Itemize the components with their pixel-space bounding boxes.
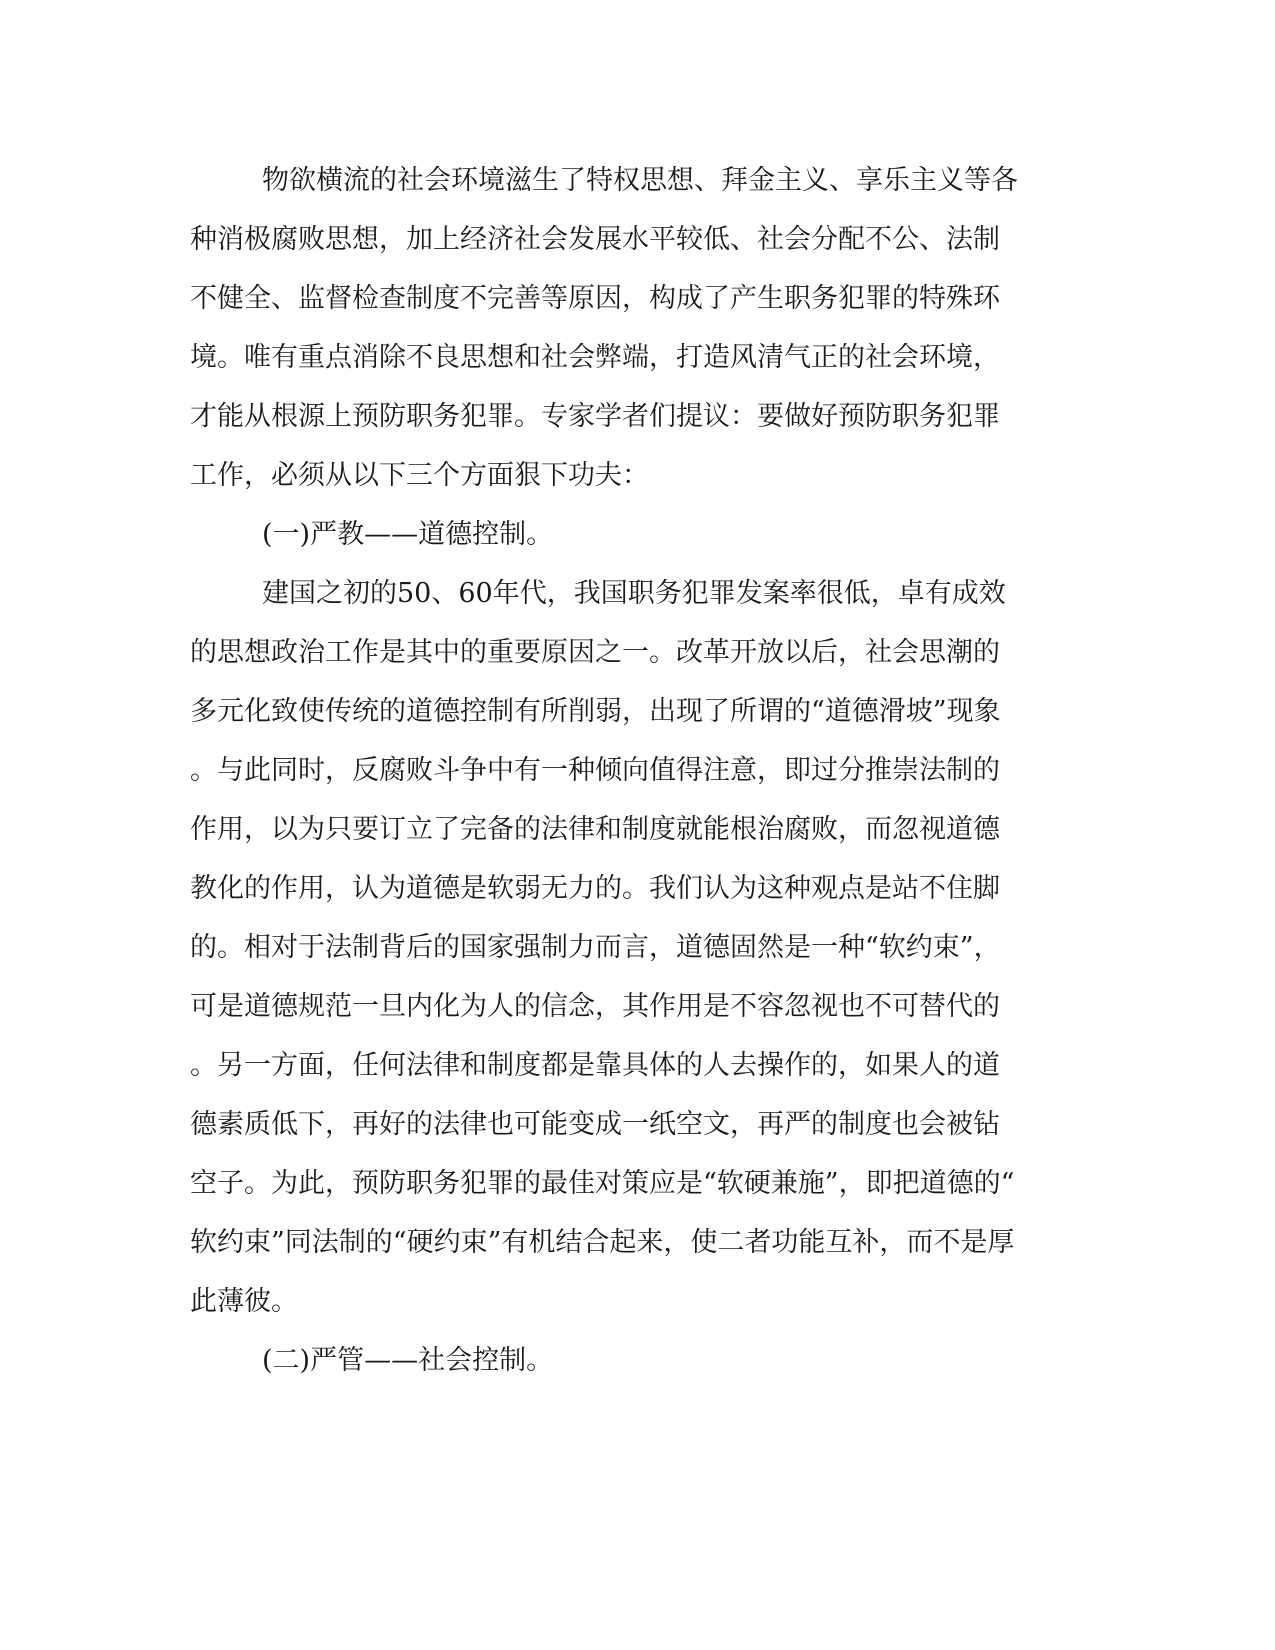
text-line-13: 教化的作用，认为道德是软弱无力的。我们认为这种观点是站不住脚 (190, 873, 1000, 904)
text-line-8: 建国之初的50、60年代，我国职务犯罪发案率很低，卓有成效 (262, 578, 1006, 609)
text-line-2: 种消极腐败思想，加上经济社会发展水平较低、社会分配不公、法制 (190, 224, 1000, 255)
section-heading-2: (二)严管——社会控制。 (262, 1345, 554, 1376)
text-line-15: 可是道德规范一旦内化为人的信念，其作用是不容忽视也不可替代的 (190, 991, 1000, 1022)
text-line-10: 多元化致使传统的道德控制有所削弱，出现了所谓的“道德滑坡”现象 (190, 696, 1001, 727)
text-line-12: 作用，以为只要订立了完备的法律和制度就能根治腐败，而忽视道德 (190, 814, 1000, 845)
text-line-20: 此薄彼。 (190, 1286, 298, 1317)
text-line-1: 物欲横流的社会环境滋生了特权思想、拜金主义、享乐主义等各 (262, 165, 1018, 196)
text-line-18: 空子。为此，预防职务犯罪的最佳对策应是“软硬兼施”，即把道德的“ (190, 1168, 1015, 1199)
text-line-3: 不健全、监督检查制度不完善等原因，构成了产生职务犯罪的特殊环 (190, 283, 1000, 314)
text-line-17: 德素质低下，再好的法律也可能变成一纸空文，再严的制度也会被钻 (190, 1109, 1000, 1140)
text-line-16: 。另一方面，任何法律和制度都是靠具体的人去操作的，如果人的道 (190, 1050, 1000, 1081)
text-line-5: 才能从根源上预防职务犯罪。专家学者们提议：要做好预防职务犯罪 (190, 401, 1000, 432)
text-line-14: 的。相对于法制背后的国家强制力而言，道德固然是一种“软约束”， (190, 932, 1001, 963)
text-line-9: 的思想政治工作是其中的重要原因之一。改革开放以后，社会思潮的 (190, 637, 1000, 668)
text-line-6: 工作，必须从以下三个方面狠下功夫： (190, 460, 649, 491)
text-line-11: 。与此同时，反腐败斗争中有一种倾向值得注意，即过分推崇法制的 (190, 755, 1000, 786)
text-line-19: 软约束”同法制的“硬约束”有机结合起来，使二者功能互补，而不是厚 (190, 1227, 1015, 1258)
section-heading-1: (一)严教——道德控制。 (262, 519, 554, 550)
text-line-4: 境。唯有重点消除不良思想和社会弊端，打造风清气正的社会环境， (190, 342, 1000, 373)
